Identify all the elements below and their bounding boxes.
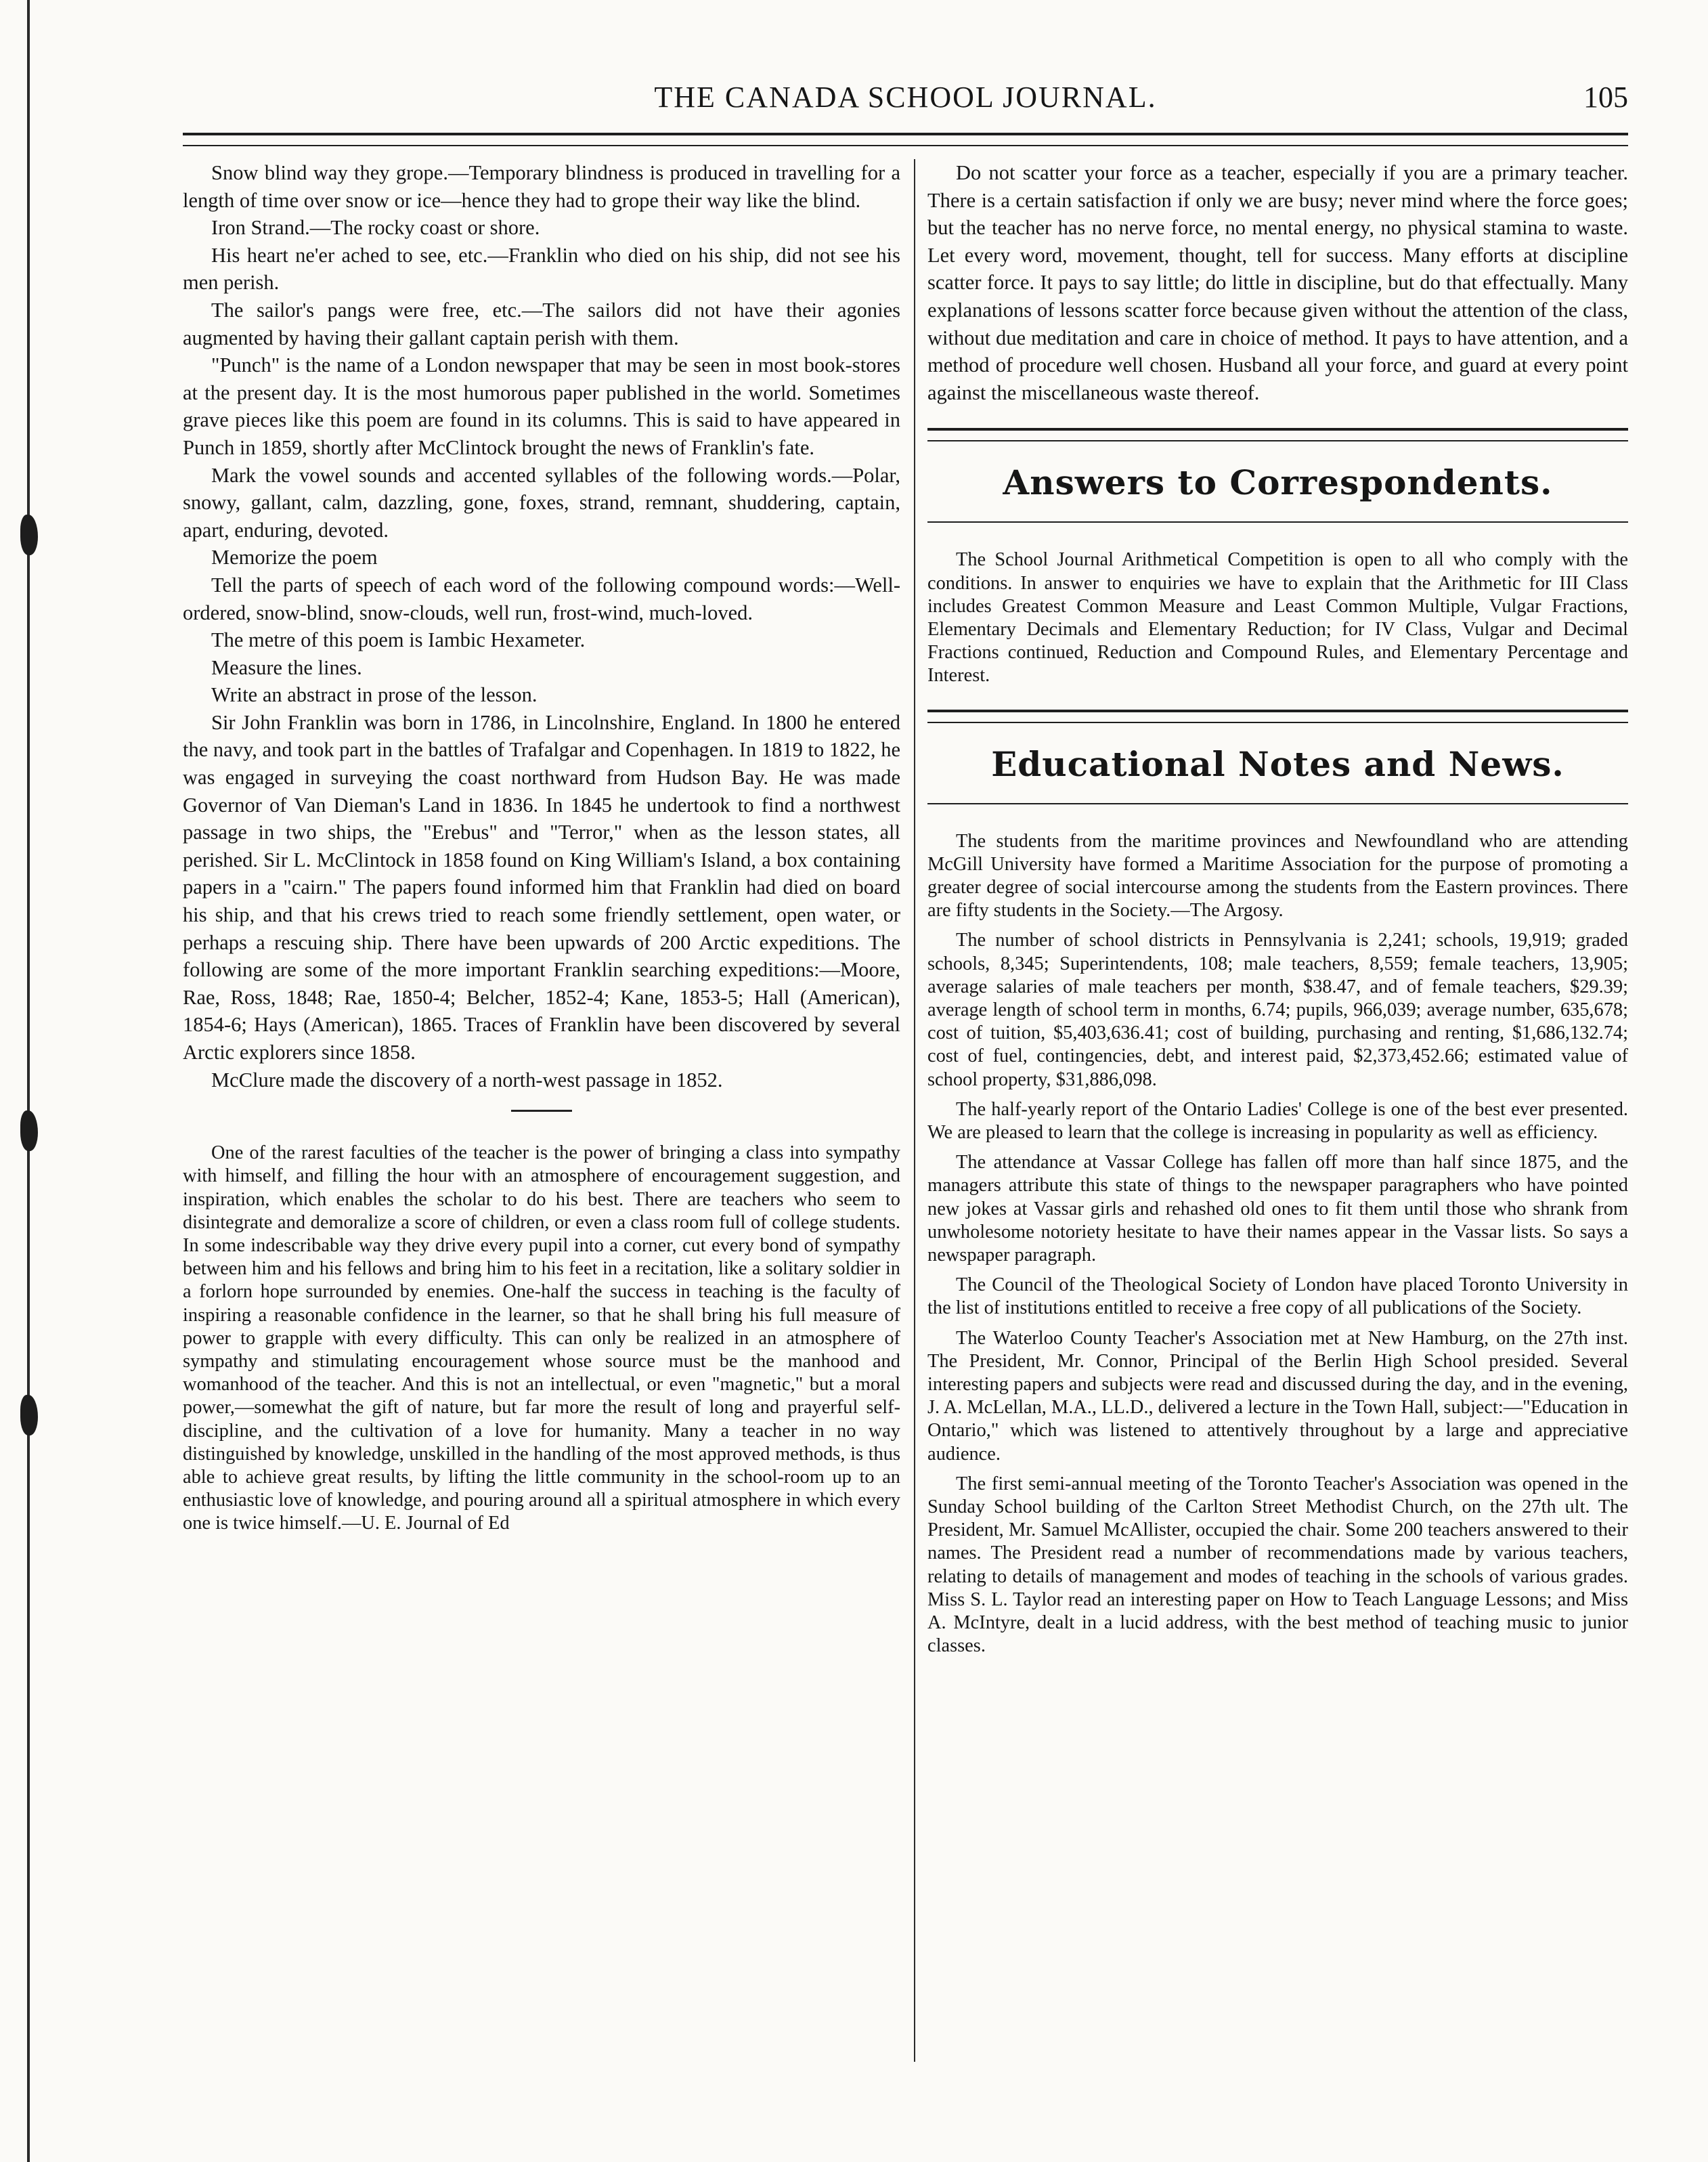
paragraph: His heart ne'er ached to see, etc.—Franklin who died on his ship, did not see his men perish. [183, 243, 900, 295]
section-heading-answers: Answers to Correspondents. [1003, 462, 1553, 503]
binding-mark [20, 515, 38, 555]
paragraph: The metre of this poem is Iambic Hexameter. [211, 628, 586, 652]
paragraph: Sir John Franklin was born in 1786, in Lincolnshire, England. In 1800 he entered the navy, and took part in the battles of Trafalgar and Copenhagen. In 1819 to 1822, he was engaged in surveying the coast northward from Hudson Bay. He was made Governor of Van Dieman's Land in 1836. In 1845 he undertook to find a northwest passage in two ships, the "Erebus" and "Terror," when as the lesson states, all perished. Sir L. McClintock in 1858 found on King William's Island, a box containing papers in a "cairn." The papers found informed him that Franklin had died on board his ship, and that his crews tried to reach some friendly settlement, open water, or perhaps a rescuing ship. There have been upwards of 200 Arctic expeditions. The following are some of the more important Franklin searching expeditions:—Moore, Rae, Ross, 1848; Rae, 1850-4; Belcher, 1852-4; Kane, 1853-5; Hall (American), 1854-6; Hays (American), 1865. Traces of Franklin have been discovered by several Arctic explorers since 1858. [183, 710, 900, 1064]
page-number: 105 [1583, 81, 1628, 114]
answers-paragraph: The School Journal Arithmetical Competition is open to all who comply with the conditions. In answer to enquiries we have to explain that the Arithmetic for III Class includes Greatest Common Measure and Least Common Multiple, Vulgar Fractions, Elementary Decimals and Elementary Reduction; for IV Class, Vulgar and Decimal Fractions continued, Reduction and Compound Rules, and Elementary Percentage and Interest. [927, 549, 1628, 687]
header-rule [183, 133, 1628, 146]
news-item: The students from the maritime provinces and Newfoundland who are attending McGill University have formed a Maritime Association for the purpose of promoting a greater degree of social intercourse among the students from the Eastern provinces. There are fifty students in the Society.—The Argosy. [927, 830, 1628, 922]
paragraph: Tell the parts of speech of each word of the following compound words:—Well-ordered, snow-blind, snow-clouds, well run, frost-wind, much-loved. [183, 573, 900, 624]
news-item: The Council of the Theological Society of London have placed Toronto University in the list of institutions entitled to receive a free copy of all publications of the Society. [927, 1274, 1628, 1319]
section-rule [927, 803, 1628, 804]
news-item: The first semi-annual meeting of the Toronto Teacher's Association was opened in the Sunday School building of the Carlton Street Methodist Church, on the 27th ult. The President, Mr. Samuel McAllister, occupied the chair. Some 200 teachers answered to their names. The President read a number of recommendations made by various teachers, relating to details of management and modes of teaching in the schools of various grades. Miss S. L. Taylor read an interesting paper on How to Teach Language Lessons; and Miss A. McIntyre, dealt in a lucid address, with the best method of teaching music to junior classes. [927, 1473, 1628, 1657]
essay-paragraph: One of the rarest faculties of the teacher is the power of bringing a class into sympathy with himself, and filling the hour with an atmosphere of encouragement suggestion, and inspiration, which enables the scholar to do his best. There are teachers who seem to disintegrate and demoralize a score of children, or even a class room full of college students. In some indescribable way they drive every pupil into a corner, cut every bond of sympathy between him and his fellows and bring him to his feet in a recitation, like a solitary soldier in a forlorn hope surrounded by enemies. One-half the success in teaching is the faculty of inspiring a reasonable confidence in the learner, so that he shall bring his full measure of power to grapple with every difficulty. This can only be realized in an atmosphere of sympathy and stimulating encouragement whose source must be the manhood and womanhood of the teacher. And this is not an intellectual, or even "magnetic," but a moral power,—somewhat the gift of nature, but far more the result of long and prayerful self-discipline, and the cultivation of a love for humanity. Many a teacher in no way distinguished by knowledge, unskilled in the handling of the most approved methods, is thus able to achieve great results, by lifting the little community in the school-room up to an enthusiastic love of knowledge, and pouring around all a spiritual atmosphere in which every one is twice himself.—U. E. Journal of Ed [183, 1142, 900, 1534]
paragraph: "Punch" is the name of a London newspaper that may be seen in most book-stores at the present day. It is the most humorous paper published in the world. Sometimes grave pieces like this poem are found in its columns. This is said to have appeared in Punch in 1859, shortly after McClintock brought the news of Franklin's fate. [183, 353, 900, 459]
binding-mark [20, 1395, 38, 1435]
news-item: The Waterloo County Teacher's Association met at New Hamburg, on the 27th inst. The President, Mr. Connor, Principal of the Berlin High School presided. Several interesting papers and subjects were read and discussed during the day, and in the evening, J. A. McLellan, M.A., LL.D., delivered a lecture in the Town Hall, subject:—"Education in Ontario," which was listened to attentively throughout by a large and appreciative audience. [927, 1327, 1628, 1465]
news-item: The half-yearly report of the Ontario Ladies' College is one of the best ever presented. We are pleased to learn that the college is increasing in popularity as well as efficiency. [927, 1098, 1628, 1143]
section-rule [927, 521, 1628, 523]
binding-mark [20, 1110, 38, 1151]
paragraph: Iron Strand.—The rocky coast or shore. [211, 216, 540, 240]
right-column [927, 159, 1628, 1664]
news-item: The number of school districts in Pennsylvania is 2,241; schools, 19,919; graded schools, 8,345; Superintendents, 108; male teachers, 8,559; female teachers, 13,905; average salaries of male teachers per month, $38.47, and of female teachers, $29.39; average length of school term in months, 6.74; pupils, 966,039; average number, 635,678; cost of tuition, $5,403,636.41; cost of building, purchasing and renting, $1,686,132.74; cost of fuel, contingencies, debt, and interest paid, $2,373,452.66; estimated value of school property, $31,886,098. [927, 930, 1628, 1090]
section-rule [927, 428, 1628, 441]
paragraph: McClure made the discovery of a north-west passage in 1852. [211, 1068, 723, 1091]
section-rule [927, 710, 1628, 723]
binding-edge [27, 0, 53, 2162]
journal-title: THE CANADA SCHOOL JOURNAL. [654, 81, 1157, 114]
page-header [183, 80, 1628, 121]
paragraph: Write an abstract in prose of the lesson. [211, 683, 538, 707]
section-heading-news: Educational Notes and News. [991, 743, 1564, 784]
left-column [183, 159, 900, 1536]
paragraph: Snow blind way they grope.—Temporary blindness is produced in travelling for a length of time over snow or ice—hence they had to grope their way like the blind. [183, 161, 900, 212]
paragraph: Mark the vowel sounds and accented syllables of the following words.—Polar, snowy, gallant, calm, dazzling, gone, foxes, strand, remnant, shuddering, captain, apart, enduring, devoted. [183, 463, 900, 542]
column-divider [914, 159, 915, 2062]
paragraph: Memorize the poem [211, 546, 378, 569]
news-item: The attendance at Vassar College has fallen off more than half since 1875, and the managers attribute this state of things to the newspaper paragraphers who have pointed new jokes at Vassar girls and rehashed old ones to fit them until those who shrank from unwholesome notoriety hesitate to have their names appear in the Vassar lists. So says a newspaper paragraph. [927, 1152, 1628, 1266]
paragraph: The sailor's pangs were free, etc.—The sailors did not have their agonies augmented by having their gallant captain perish with them. [183, 298, 900, 349]
separator-dash [511, 1110, 572, 1112]
paragraph: Measure the lines. [211, 655, 362, 679]
paragraph: Do not scatter your force as a teacher, especially if you are a primary teacher. There is a certain satisfaction if only we are busy; never mind where the force goes; but the teacher has no nerve force, no mental energy, no physical stamina to waste. Let every word, movement, thought, tell for success. Many efforts at discipline scatter force. It pays to say little; do little in discipline, but do that effectually. Many explanations of lessons scatter force because given without the attention of the class, without due meditation and care in choice of method. It pays to have attention, and a method of procedure well chosen. Husband all your force, and guard at every point against the miscellaneous waste thereof. [927, 161, 1628, 404]
